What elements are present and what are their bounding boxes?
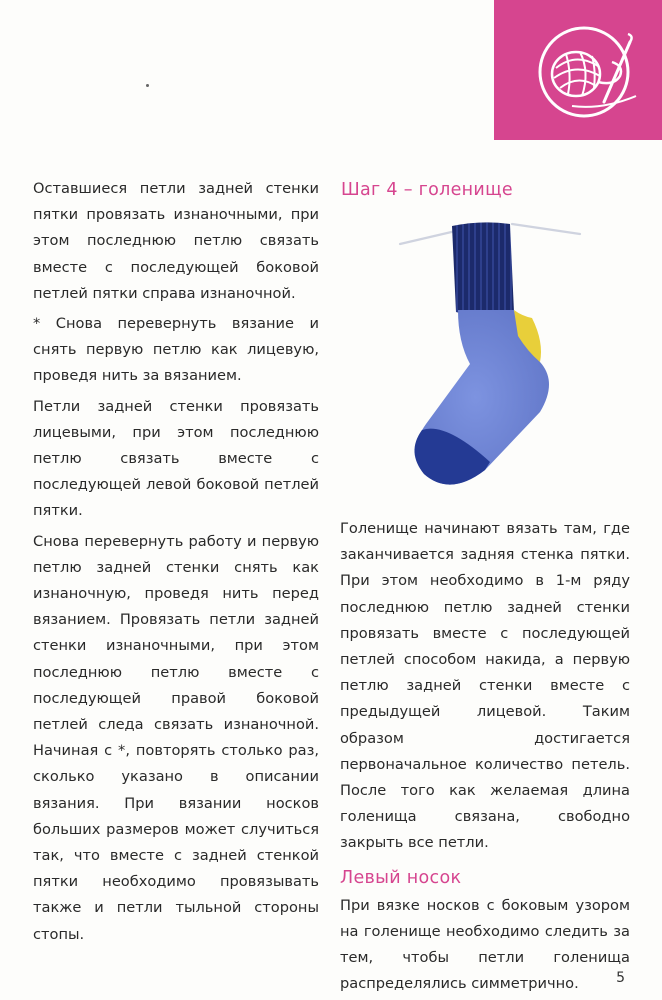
paragraph-back-wall-purl: Оставшиеся петли задней стенки пятки провязать изнаночными, при этом последнюю петлю связать вместе с последующей боковой петлей пятки справа изнаночной. — [33, 180, 319, 302]
paragraph-left-sock: При вязке носков с боковым узором на голенище необходимо следить за тем, чтобы петли голенища распределялись симметрично. — [340, 896, 630, 993]
yarn-ball-crochet-hook-icon — [532, 22, 642, 122]
right-needle — [512, 224, 580, 234]
sock-cuff — [452, 222, 514, 317]
paragraph-turn-work: * Снова перевернуть вязание и снять первую петлю как лицевую, проведя нить за вязанием. — [33, 315, 319, 385]
sock-photo — [390, 212, 590, 502]
paragraph-repeat-instructions: Снова перевернуть работу и первую петлю задней стенки снять как изнаночную, проведя нить перед вязанием. Провязать петли задней стенки изнаночными, при этом последнюю петлю вместе с последующей правой боковой петлей следа связать изнаночной. Начиная с *, повторять столько раз, сколько указано в описании вязания. При вязании носков больших размеров может случиться так, что вместе с задней стенкой пятки необходимо провязывать также и петли тыльной стороны стопы. — [33, 532, 319, 943]
left-text-column — [33, 176, 319, 952]
paragraph-back-wall-knit: Петли задней стенки провязать лицевыми, при этом последнюю петлю связать вместе с последующей левой боковой петлей пятки. — [33, 397, 319, 520]
chapter-tab — [494, 0, 662, 140]
paragraph-leg-instructions: Голенище начинают вязать там, где заканчивается задняя стенка пятки. При этом необходимо в 1-м ряду последнюю петлю задней стенки провязать вместе с последующей петлей способом накида, а первую петлю задней стенки вместе с предыдущей лицевой. Таким образом достигается первоначальное количество петель. После того как желаемая длина голенища связана, свободно закрыть все петли. — [340, 520, 630, 852]
left-needle — [400, 230, 460, 244]
left-sock-heading: Левый носок — [340, 867, 462, 888]
right-text-column — [340, 516, 630, 998]
step-4-heading: Шаг 4 – голенище — [341, 180, 513, 200]
page-number: 5 — [616, 970, 625, 986]
stray-dot — [146, 84, 149, 87]
